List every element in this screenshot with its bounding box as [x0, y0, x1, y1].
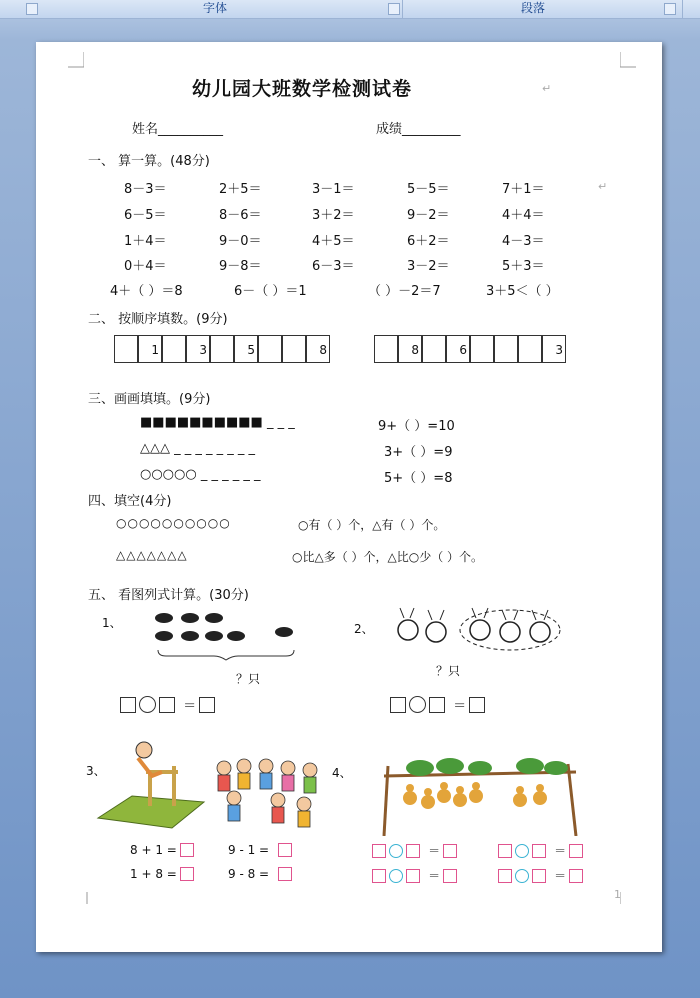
fill-blank-item: 3＋5＜（ ） [486, 284, 559, 299]
arith-item: 1＋4＝ [124, 234, 167, 249]
ribbon-group-font[interactable]: 字体 [202, 1, 227, 15]
sequence-cell[interactable]: 1 [138, 335, 162, 363]
sequence-cell[interactable]: 8 [306, 335, 330, 363]
sequence-cell[interactable]: 8 [398, 335, 422, 363]
arith-item: 3－1＝ [312, 182, 355, 197]
sequence-cell[interactable] [162, 335, 186, 363]
ribbon-separator [402, 0, 403, 18]
arith-item: 3－2＝ [407, 259, 450, 274]
answer-box[interactable] [278, 843, 292, 857]
sequence-cell[interactable]: 6 [446, 335, 470, 363]
equals-sign: ＝ [554, 844, 567, 858]
answer-box[interactable] [180, 867, 194, 881]
fill-blank-item: 4＋（ ）＝8 [110, 284, 183, 299]
arith-item: 7＋1＝ [502, 182, 545, 197]
hurdle-child-picture [92, 736, 208, 832]
arith-item: 6＋2＝ [407, 234, 450, 249]
fill-equation: 9+（ ）=10 [378, 419, 455, 434]
arith-item: 5＋3＝ [502, 259, 545, 274]
sequence-cell[interactable] [422, 335, 446, 363]
arith-item: 9－0＝ [219, 234, 262, 249]
answer-box[interactable] [569, 844, 583, 858]
equation-text: 1 + 8 = [130, 867, 177, 881]
answer-box[interactable] [159, 697, 175, 713]
equation-blanks-4b [498, 840, 583, 859]
bottom-right-margin-mark [620, 892, 636, 908]
ribbon-bar [0, 0, 700, 19]
equals-sign: ＝ [554, 869, 567, 883]
operator-circle[interactable] [409, 696, 426, 713]
answer-box[interactable] [406, 844, 420, 858]
sequence-cell[interactable] [374, 335, 398, 363]
question-number-2: 2、 [354, 622, 374, 636]
arith-item: 6－3＝ [312, 259, 355, 274]
fill-blank-item: 6－（ ）＝1 [234, 284, 307, 299]
arith-item: 0＋4＝ [124, 259, 167, 274]
section-3-heading: 三、画画填填。(9分) [88, 392, 211, 407]
arith-item: 2＋5＝ [219, 182, 262, 197]
children-group-picture [212, 754, 328, 834]
ribbon-separator [682, 0, 683, 18]
arith-item: 4＋5＝ [312, 234, 355, 249]
answer-box[interactable] [443, 869, 457, 883]
sequence-cell[interactable] [470, 335, 494, 363]
paragraph-dialog-launcher-icon[interactable] [664, 3, 676, 15]
arith-item: 9－2＝ [407, 208, 450, 223]
top-right-margin-mark [620, 52, 636, 68]
paragraph-mark: ↵ [598, 180, 608, 193]
answer-box[interactable] [443, 844, 457, 858]
operator-circle[interactable] [515, 844, 529, 858]
arith-item: 6－5＝ [124, 208, 167, 223]
question-number-3: 3、 [86, 764, 106, 778]
dialog-launcher-icon[interactable] [26, 3, 38, 15]
unknown-count-label: ？只 [436, 664, 461, 678]
answer-box[interactable] [372, 869, 386, 883]
sequence-cell[interactable] [258, 335, 282, 363]
section-2-heading: 二、 按顺序填数。(9分) [88, 312, 228, 327]
arith-item: 8－3＝ [124, 182, 167, 197]
operator-circle[interactable] [515, 869, 529, 883]
section-1-heading: 一、 算一算。(48分) [88, 154, 210, 169]
count-question-1: ○有（ ）个，△有（ ）个。 [298, 518, 446, 532]
triangle-shapes: △△△△△△△ [116, 548, 188, 562]
sequence-cell[interactable] [518, 335, 542, 363]
equation-text: 8 + 1 = [130, 843, 177, 857]
top-left-margin-mark [68, 52, 84, 68]
draw-line-triangles: △△△ _ _ _ _ _ _ _ _ [140, 441, 256, 456]
answer-box[interactable] [199, 697, 215, 713]
sequence-cell[interactable] [494, 335, 518, 363]
operator-circle[interactable] [389, 869, 403, 883]
arith-item: 3＋2＝ [312, 208, 355, 223]
answer-box[interactable] [406, 869, 420, 883]
page-number: 1 [614, 888, 621, 901]
equals-sign: ＝ [183, 699, 197, 714]
fill-blank-item: （ ）－2＝7 [368, 284, 441, 299]
answer-box[interactable] [469, 697, 485, 713]
operator-circle[interactable] [389, 844, 403, 858]
answer-box[interactable] [390, 697, 406, 713]
answer-box[interactable] [278, 867, 292, 881]
sequence-cell[interactable]: 3 [542, 335, 566, 363]
sequence-cell[interactable]: 3 [186, 335, 210, 363]
answer-box[interactable] [180, 843, 194, 857]
sequence-boxes-2 [374, 335, 574, 363]
fill-equation: 3+（ ）=9 [384, 445, 453, 460]
answer-box[interactable] [498, 869, 512, 883]
radish-picture [392, 602, 572, 654]
paragraph-mark: ↵ [542, 82, 552, 95]
equation-text: 9 - 8 = [228, 867, 270, 881]
equation-blanks-4d [498, 865, 583, 884]
draw-line-circles: ○○○○○ _ _ _ _ _ _ [140, 467, 261, 482]
circle-shapes: ○○○○○○○○○○ [116, 516, 231, 530]
sequence-cell[interactable]: 5 [234, 335, 258, 363]
sequence-cell[interactable] [114, 335, 138, 363]
equation-blanks-1 [120, 694, 215, 714]
document-page[interactable] [36, 42, 662, 952]
answer-box[interactable] [429, 697, 445, 713]
score-field[interactable]: 成绩_________ [376, 122, 461, 137]
equals-sign: ＝ [428, 844, 441, 858]
section-4-heading: 四、填空(4分) [88, 494, 172, 509]
name-field[interactable]: 姓名__________ [132, 122, 224, 137]
unknown-count-label: ？只 [236, 672, 261, 686]
page-title: 幼儿园大班数学检测试卷 [192, 78, 413, 100]
draw-line-squares: ■■■■■■■■■■ _ _ _ [140, 415, 295, 430]
answer-box[interactable] [498, 844, 512, 858]
answer-box[interactable] [120, 697, 136, 713]
sequence-cell[interactable] [282, 335, 306, 363]
answer-box[interactable] [532, 844, 546, 858]
answer-box[interactable] [532, 869, 546, 883]
arith-item: 9－8＝ [219, 259, 262, 274]
bottom-left-margin-mark [86, 892, 102, 908]
equation-blanks-2 [390, 694, 485, 714]
answer-box[interactable] [569, 869, 583, 883]
question-number-4: 4、 [332, 766, 352, 780]
arith-item: 4＋4＝ [502, 208, 545, 223]
equals-sign: ＝ [428, 869, 441, 883]
equation-blanks-4a [372, 840, 457, 859]
font-dialog-launcher-icon[interactable] [388, 3, 400, 15]
fill-equation: 5+（ ）=8 [384, 471, 453, 486]
gourd-vine-picture [380, 746, 580, 836]
equals-sign: ＝ [453, 699, 467, 714]
sequence-cell[interactable] [210, 335, 234, 363]
equation-blanks-4c [372, 865, 457, 884]
section-5-heading: 五、 看图列式计算。(30分) [88, 588, 249, 603]
question-number-1: 1、 [102, 616, 122, 630]
arith-item: 4－3＝ [502, 234, 545, 249]
count-question-2: ○比△多（ ）个，△比○少（ ）个。 [292, 550, 484, 564]
operator-circle[interactable] [139, 696, 156, 713]
fish-picture [154, 606, 304, 662]
sequence-boxes-1 [114, 335, 334, 363]
arith-item: 5－5＝ [407, 182, 450, 197]
ribbon-group-paragraph[interactable]: 段落 [520, 1, 545, 15]
equation-text: 9 - 1 = [228, 843, 270, 857]
answer-box[interactable] [372, 844, 386, 858]
arith-item: 8－6＝ [219, 208, 262, 223]
